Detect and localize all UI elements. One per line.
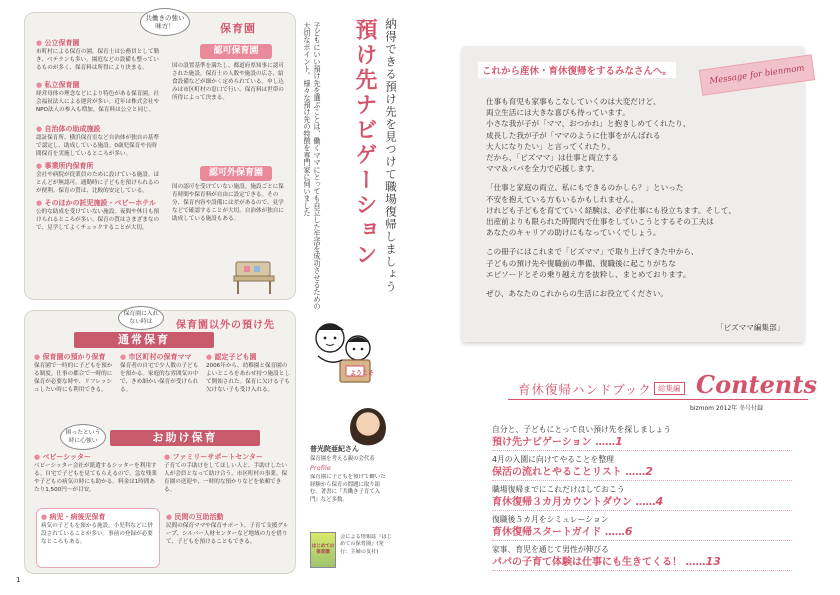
message-line: 仕事も育児も家事もこなしていくのは大変だけど、: [486, 97, 661, 106]
hoikuen-item: [36, 124, 160, 158]
tsujo-item-body: 2006年から、幼稚園と保育園のよいところをあわせ持つ施設として開始された。保育に欠ける子も欠けない子も受け入れる。: [206, 363, 290, 393]
book-cover: [310, 532, 336, 568]
book-title: はじめての保育園: [311, 544, 335, 555]
tsujo-item-body: 保育園で一時的に子どもを預かる制度。仕事の都合で一時的に保育が必要な時や、リフレッシュしたい時にも利用できる。: [34, 363, 113, 393]
toc-item-main: 育休復帰３カ月カウントダウン ……4: [492, 495, 664, 508]
okomari-ribbon: お助け保育: [110, 430, 260, 446]
ninkagai-ribbon: 認可外保育園: [200, 166, 272, 181]
tsujo-item-head: ● 市区町村の保育ママ: [120, 352, 202, 362]
message-line: けれども子どもを育てていく経験は、必ず仕事にも役立ちます。そして、: [486, 205, 736, 215]
toc-divider: [492, 570, 792, 571]
message-line: この冊子にはこれまで「ビズママ」で取り上げてきた中から、: [486, 247, 699, 257]
message-line: 「仕事と家庭の両立、私にもできるのかしら？」といった: [486, 183, 684, 193]
feature-lead: 子どもにいい預け先を選ぶことは、働くママにとっても自立した生活を成功させるための大切なポイント。様々な預け先の特徴を専門家に伺いました: [303, 22, 322, 310]
hoikuen-item-body: 市町村による保育の園。保育士は公務員として勤き、ベテランも多い。園庭などの設備も整っているものが多く、保育料は所得により決まる。: [36, 49, 160, 71]
minkan-col: [166, 512, 290, 568]
message-line: 小さな我が子が「ママ、おつかれ」と抱きしめてくれたり、: [486, 119, 691, 129]
tsujo-col-3: [206, 352, 290, 434]
message-line: 子どもの預け先や復職前の準備、復職後に起こりがちな: [486, 258, 676, 268]
hoikuen-item-body: 経営母体の理念などにより特色がある保育園。社会福祉法人による運営が多い。近年は株式会社やNPO法人の参入も増加。保育料は公立と同じ。: [36, 91, 160, 113]
tsujo-item-body: 保育者の自宅で少人数の子どもを預かる。家庭的な雰囲気の中で、きめ細かい保育が受けられる。: [120, 363, 199, 393]
ninka-body: 国の設置基準を満たし、都道府県知事に認可された施設。保育士の人数や施設の広さ、給食設備などが細かく定められている。申し込みは市区町村の窓口で行い、保育料は世帯の所得によって決まる。: [172, 63, 284, 101]
toc-item-main: 育休復帰スタートガイド ……6: [492, 525, 633, 538]
minkan-head: ● 民間の互助活動: [166, 512, 290, 522]
hoikuen-item-body: 公的な助成を受けていない施設。夜間や休日も預けられるところが多い。保育の質はさまざまなので、見学してよくチェックすることが大切。: [36, 209, 160, 231]
message-line: 不安を抱えている方もいるかもしれません。: [486, 194, 639, 204]
toc-item-sub: 復職後５カ月をシミュレーション: [492, 515, 609, 524]
message-line: あなたのキャリアの助けにもなっていくでしょう。: [486, 228, 661, 238]
hoikuen-item-head: ● 事業所内保育所: [36, 161, 160, 171]
profile-body: 保育園に子どもを預けて働いた経験から保育の問題に取り組む。著書に『共働き子育て入門』など多数。: [310, 474, 386, 503]
tsujo-col-1: [34, 352, 116, 434]
hoikuen-item-head: ● そのほかの託児施設・ベビーホテル: [36, 198, 160, 208]
tsujo-item-head: ● 保育園の預かり保育: [34, 352, 116, 362]
toc-item[interactable]: [492, 484, 792, 511]
minkan-body: 民間の保育ママや保育サポート、子育て支援グループ、シルバー人材センターなど地域の力を借りて、子どもを預けることもできる。: [166, 523, 289, 545]
hoikuen-bubble: 共働きの強い味方！: [140, 8, 190, 36]
okomari-item-head: ● ベビーシッター: [34, 452, 158, 462]
ninka-ribbon: 認可保育園: [200, 44, 272, 59]
profile-label: Profile: [310, 464, 331, 472]
byoji-box: [36, 508, 160, 568]
toc-item-main: 保活の流れとやることリスト ……2: [492, 465, 653, 478]
toc-item-title: 育休復帰スタートガイド: [492, 527, 602, 538]
okomari-col-1: [34, 452, 158, 510]
ninkagai-body: 国の認可を受けていない施設。施設ごとに保育時間や保育料が自由に設定できる。その分、保育内容や設備には差があるので、見学などで確認することが大切。自治体が独自に助成している施設もある。: [172, 184, 284, 222]
toc-item-page: 6: [624, 525, 633, 538]
message-line: [486, 238, 796, 246]
feature-title: 預け先ナビゲーション: [352, 18, 377, 268]
contents-script-title: Contents: [696, 370, 817, 399]
profile-photo: [350, 408, 386, 448]
toc-item-title: 保活の流れとやることリスト: [492, 467, 622, 478]
contents-issue: bizmom 2012年 冬号付録: [690, 405, 764, 412]
toc-item-main: 預け先ナビゲーション ……1: [492, 435, 623, 448]
hoikuen-title: 保育園: [220, 22, 256, 35]
hoikuen-left-column: [36, 38, 160, 296]
hoikuen-item-body: 認証保育所、横浜保育室など自治体が独自の基準で認定し、助成している施設。0歳児保育や長時間保育を実施しているところが多い。: [36, 135, 160, 157]
message-heading: これから産休・育休復帰をするみなさんへ。: [478, 62, 676, 78]
toc-item-page: 4: [655, 495, 664, 508]
hoikuen-item: [36, 161, 160, 195]
hoikuen-item-head: ● 自治体の助成施設: [36, 124, 160, 134]
message-line: 大人になりたい」と言ってくれたり。: [486, 141, 616, 151]
mother-child-illustration: [300, 316, 384, 396]
okomari-item-head: ● ファミリーサポートセンター: [164, 452, 290, 462]
contents-book-title: 育休復帰ハンドブック: [518, 382, 652, 397]
hoikuen-item: [36, 80, 160, 114]
message-body: [486, 96, 796, 299]
toc-item-title: パパの子育て体験は仕事にも生きてくる！: [492, 557, 682, 568]
tsujo-item-head: ● 認定子ども園: [206, 352, 290, 362]
tsujo-ribbon: 通常保育: [74, 332, 214, 348]
message-line: 出産前よりも限られた時間内で仕事をしていこうとするその工夫は: [486, 217, 714, 227]
other-title: 保育園以外の預け先: [176, 320, 275, 331]
toc-item-page: 2: [645, 465, 653, 478]
okomari-item-body: 子育ての手助けをしてほしい人と、手助けしたい人が会員となって助け合う、市区町村の事業。保育園の送迎や、一時的な預かりなどを依頼できる。: [164, 463, 288, 493]
toc-item[interactable]: [492, 424, 792, 451]
toc-item-title: 育休復帰３カ月カウントダウン: [492, 497, 632, 508]
book-caption: 会による情報誌『はじめての保育園』(発行：主婦の友社): [340, 534, 392, 555]
toc-divider: [492, 480, 792, 481]
toc-item[interactable]: [492, 514, 792, 541]
message-line: [486, 280, 796, 288]
hoikuen-item: [36, 198, 160, 232]
message-line: 両立生活には大きな喜びも待っています。: [486, 108, 630, 118]
okomari-col-2: [164, 452, 290, 510]
contents-rule: [508, 399, 808, 400]
okomari-item-body: ベビーシッター会社が派遣するシッターを利用する。自宅で子どもを見てもらえるので、急な残業や子どもの病気の時にも助かる。料金は1時間あたり1,500円〜が目安。: [34, 463, 157, 493]
message-line: エピソードとその乗り越え方を抜粋し、まとめております。: [486, 269, 691, 279]
toc-item-sub: 4月の入園に向けてやることを整理: [492, 455, 614, 464]
hoikuen-item: [36, 38, 160, 72]
byoji-body: 病気の子どもを預かる施設。小児科などに併設されていることが多い。事前の登録が必要なところもある。: [41, 523, 153, 545]
toc-item-page: 13: [705, 555, 721, 568]
page-number: 1: [16, 576, 21, 584]
contents-edition: 総集編: [654, 382, 685, 395]
message-line: だから、「ビズママ」は仕事と両立する: [486, 153, 619, 163]
message-line: 成長した我が子が「ママのように仕事をがんばれる: [486, 130, 661, 140]
toc-item-sub: 家事、育児を通じて男性が伸びる: [492, 545, 609, 554]
profile-role: 保育園を考える親の会代表: [310, 456, 375, 462]
hoikuen-item-body: 会社や病院が従業員のために設けている施設。ほとんどが無認可。通勤時に子どもを預けられるのが便利。保育の質は、比較的安定している。: [36, 172, 160, 194]
sign-text: ようこそ: [350, 370, 375, 377]
toc-divider: [492, 450, 792, 451]
message-badge: Message for bienmom: [699, 54, 816, 96]
toc-item-page: 1: [615, 435, 623, 448]
message-line: [486, 174, 796, 182]
chair-illustration: [230, 258, 282, 296]
message-line: ママ＆パパを全力で応援します。: [486, 164, 600, 174]
hoikuen-item-head: ● 私立保育園: [36, 80, 160, 90]
profile-name: 普光院亜紀さん: [310, 445, 359, 453]
feature-catch: 納得できる預け先を見つけて職場復帰しましょう: [384, 18, 398, 293]
toc-item-title: 預け先ナビゲーション: [492, 437, 592, 448]
toc-divider: [492, 540, 792, 541]
byoji-head: ● 病児・病後児保育: [41, 512, 155, 522]
message-line: ぜひ、あなたのこれからの生活にお役立てください。: [486, 289, 668, 299]
toc-divider: [492, 510, 792, 511]
toc-item-sub: 職場復帰までにこれだけはしておこう: [492, 485, 625, 494]
hoikuen-item-head: ● 公立保育園: [36, 38, 160, 48]
toc-item-main: パパの子育て体験は仕事にも生きてくる！ ……13: [492, 555, 721, 568]
toc-item[interactable]: [492, 544, 792, 571]
message-signature: 「ビズママ編集部」: [716, 323, 785, 332]
toc-item[interactable]: [492, 454, 792, 481]
okomari-bubble: 困ったという時に心強い: [60, 424, 106, 450]
toc-item-sub: 自分と、子どもにとって良い預け先を探しましょう: [492, 425, 672, 434]
other-bubble: 保育園に入れない時は: [118, 306, 164, 330]
tsujo-col-2: [120, 352, 202, 434]
